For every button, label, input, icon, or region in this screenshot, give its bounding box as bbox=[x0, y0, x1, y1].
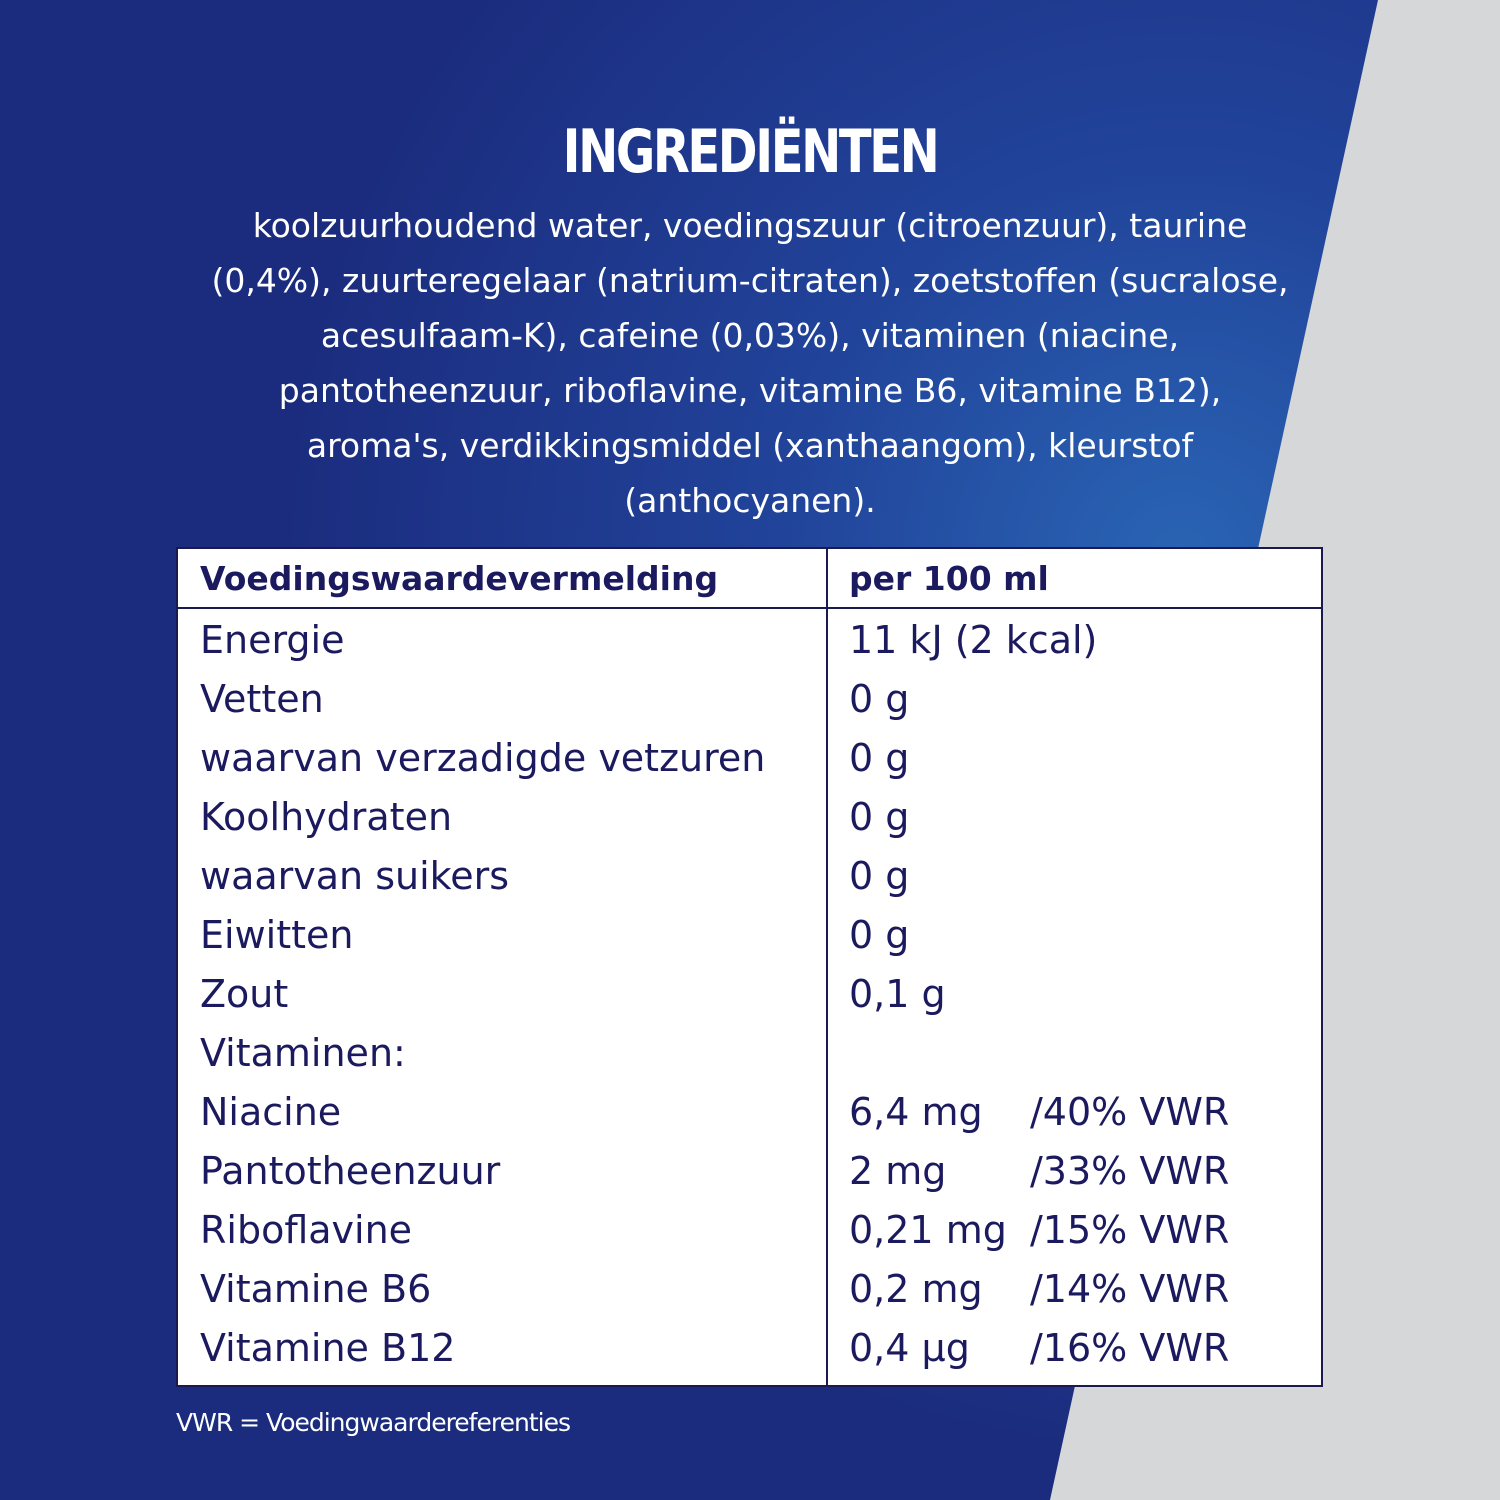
nutrient-name: waarvan verzadigde vetzuren bbox=[200, 736, 766, 780]
footnote: VWR = Voedingwaardereferenties bbox=[176, 1408, 570, 1437]
nutrition-row-zout bbox=[178, 963, 1321, 1022]
nutrient-name: Vitamine B12 bbox=[200, 1326, 456, 1370]
nutrient-amount: 0,4 µg bbox=[849, 1326, 970, 1370]
ingredients-line: pantotheenzuur, riboflavine, vitamine B6, vitamine B12), bbox=[278, 371, 1222, 410]
nutrition-row-riboflavine bbox=[178, 1199, 1321, 1258]
nutrient-name: Eiwitten bbox=[200, 913, 354, 957]
nutrient-amount: 11 kJ (2 kcal) bbox=[849, 618, 1098, 662]
nutrient-amount: 0 g bbox=[849, 854, 910, 898]
ingredients-text bbox=[205, 198, 1295, 528]
nutrition-row-vitamine-b12 bbox=[178, 1317, 1321, 1376]
nutrient-name: Vitaminen: bbox=[200, 1031, 406, 1075]
nutrition-row-verzadigde-vetzuren bbox=[178, 727, 1321, 786]
nutrition-row-suikers bbox=[178, 845, 1321, 904]
nutrient-ri: /16% VWR bbox=[1030, 1326, 1230, 1370]
ingredients-line: (anthocyanen). bbox=[624, 481, 876, 520]
nutrient-name: Koolhydraten bbox=[200, 795, 453, 839]
nutrition-row-energie bbox=[178, 609, 1321, 668]
ingredients-line: acesulfaam-K), cafeine (0,03%), vitaminen (niacine, bbox=[320, 316, 1180, 355]
nutrition-row-koolhydraten bbox=[178, 786, 1321, 845]
header-value: per 100 ml bbox=[849, 559, 1049, 598]
nutrition-row-vitaminen bbox=[178, 1022, 1321, 1081]
nutrient-name: Niacine bbox=[200, 1090, 342, 1134]
nutrient-name: waarvan suikers bbox=[200, 854, 510, 898]
nutrient-name: Vetten bbox=[200, 677, 324, 721]
ingredients-line: koolzuurhoudend water, voedingszuur (citroenzuur), taurine bbox=[252, 206, 1248, 245]
nutrient-name: Vitamine B6 bbox=[200, 1267, 432, 1311]
nutrient-amount: 0,2 mg bbox=[849, 1267, 983, 1311]
nutrient-ri: /15% VWR bbox=[1030, 1208, 1230, 1252]
nutrient-name: Energie bbox=[200, 618, 345, 662]
nutrient-amount: 0 g bbox=[849, 736, 910, 780]
nutrient-ri: /14% VWR bbox=[1030, 1267, 1230, 1311]
ingredients-title: INGREDIËNTEN bbox=[562, 117, 938, 187]
nutrient-name: Pantotheenzuur bbox=[200, 1149, 501, 1193]
nutrient-amount: 6,4 mg bbox=[849, 1090, 983, 1134]
nutrition-row-vitamine-b6 bbox=[178, 1258, 1321, 1317]
nutrient-amount: 0 g bbox=[849, 677, 910, 721]
ingredients-line: (0,4%), zuurteregelaar (natrium-citraten), zoetstoffen (sucralose, bbox=[211, 261, 1289, 300]
nutrient-amount: 0,21 mg bbox=[849, 1208, 1007, 1252]
header-label: Voedingswaardevermelding bbox=[200, 559, 719, 598]
ingredients-line: aroma's, verdikkingsmiddel (xanthaangom), kleurstof bbox=[306, 426, 1194, 465]
nutrient-amount: 0 g bbox=[849, 795, 910, 839]
nutrition-row-eiwitten bbox=[178, 904, 1321, 963]
nutrient-amount: 0 g bbox=[849, 913, 910, 957]
nutrition-row-niacine bbox=[178, 1081, 1321, 1140]
nutrient-ri: /40% VWR bbox=[1030, 1090, 1230, 1134]
nutrition-table bbox=[176, 547, 1323, 1387]
nutrition-row-vetten bbox=[178, 668, 1321, 727]
nutrient-name: Zout bbox=[200, 972, 289, 1016]
nutrient-amount: 0,1 g bbox=[849, 972, 946, 1016]
nutrient-ri: /33% VWR bbox=[1030, 1149, 1230, 1193]
nutrient-amount: 2 mg bbox=[849, 1149, 947, 1193]
nutrient-name: Riboflavine bbox=[200, 1208, 413, 1252]
nutrition-row-pantotheenzuur bbox=[178, 1140, 1321, 1199]
